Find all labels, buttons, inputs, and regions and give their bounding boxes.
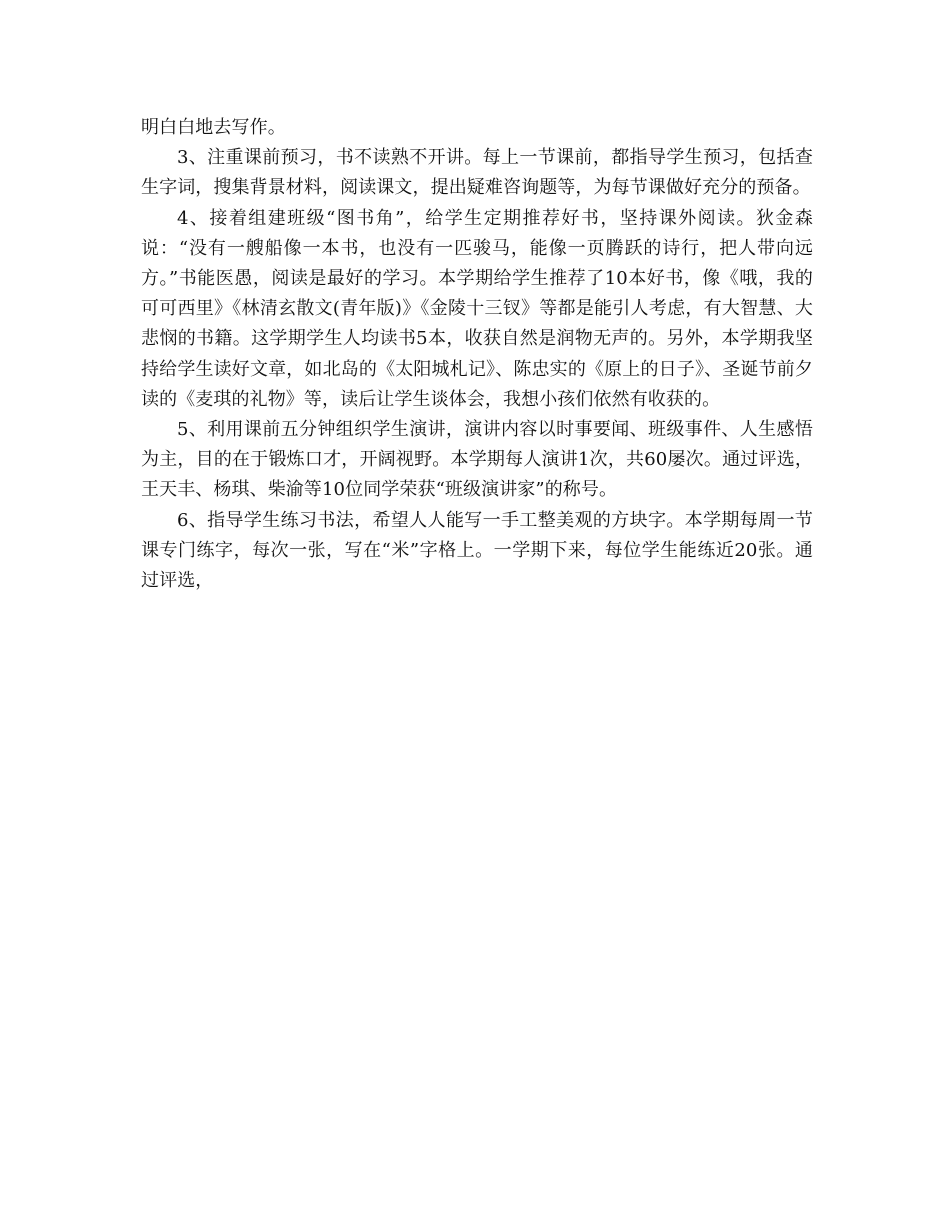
paragraph-item-6: 6、指导学生练习书法，希望人人能写一手工整美观的方块字。本学期每周一节课专门练字，每次一张，写在“米”字格上。一学期下来，每位学生能练近20张。通过评选，: [141, 509, 813, 592]
paragraph-item-5: 5、利用课前五分钟组织学生演讲，演讲内容以时事要闻、班级事件、人生感悟为主，目的在于锻炼口才，开阔视野。本学期每人演讲1次，共60屡次。通过评选，王天丰、杨琪、柴渝等10位同学荣获“班级演讲家”的称号。: [141, 419, 813, 501]
paragraph-item-3: 3、注重课前预习，书不读熟不开讲。每上一节课前，都指导学生预习，包括查生字词，搜集背景材料，阅读课文，提出疑难咨询题等，为每节课做好充分的预备。: [141, 147, 813, 199]
paragraph-continuation: 明白白地去写作。: [141, 117, 286, 138]
paragraph-item-4: 4、接着组建班级“图书角”，给学生定期推荐好书，坚持课外阅读。狄金森说：“没有一艘船像一本书，也没有一匹骏马，能像一页腾跃的诗行，把人带向远方。”书能医愚，阅读是最好的学习。本学期给学生推荐了10本好书，像《哦，我的可可西里》《林清玄散文(青年版)》《金陵十三钗》等都是能引人考虑，有大智慧、大悲悯的书籍。这学期学生人均读书5本，收获自然是润物无声的。另外，本学期我坚持给学生读好文章，如北岛的《太阳城札记》、陈忠实的《原上的日子》、圣诞节前夕读的《麦琪的礼物》等，读后让学生谈体会，我想小孩们依然有收获的。: [141, 207, 813, 410]
document-page: [141, 113, 813, 596]
